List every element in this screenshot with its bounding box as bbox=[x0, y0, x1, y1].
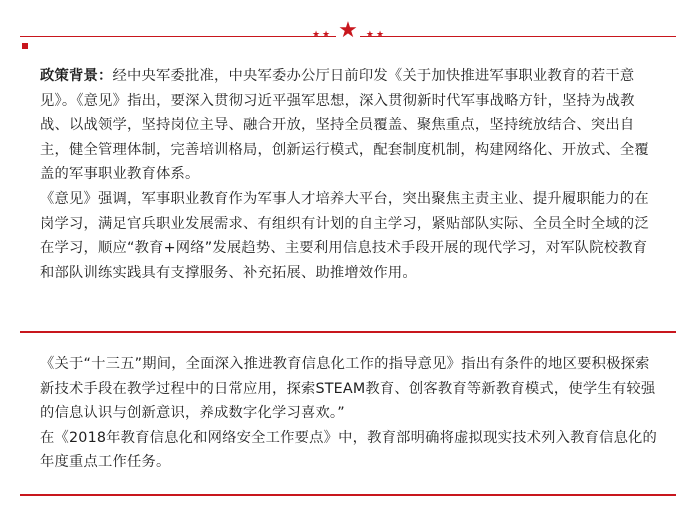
policy-label: 政策背景： bbox=[40, 68, 113, 84]
policy-background-section bbox=[40, 64, 658, 285]
big-star-icon: ★ bbox=[338, 18, 358, 43]
policy-paragraph-1 bbox=[40, 64, 658, 187]
policy-paragraph-1-text: 经中央军委批准，中央军委办公厅日前印发《关于加快推进军事职业教育的若干意见》。《意见》指出，要深入贯彻习近平强军思想，深入贯彻新时代军事战略方针，坚持为战教战、以战领学，坚持岗位主导、融合开放，坚持全员覆盖、聚焦重点，坚持统放结合、突出自主，健全管理体制，完善培训格局，创新运行模式，配套制度机制，构建网络化、开放式、全覆盖的军事职业教育体系。 bbox=[40, 68, 649, 183]
section-divider bbox=[20, 331, 676, 333]
education-policy-section bbox=[40, 352, 658, 475]
education-paragraph-1: 《关于“十三五”期间，全面深入推进教育信息化工作的指导意见》指出有条件的地区要积极探索新技术手段在教学过程中的日常应用，探索STEAM教育、创客教育等新教育模式，使学生有较强的信息认识与创新意识，养成数字化学习喜欢。” bbox=[40, 356, 656, 422]
education-paragraph-2: 在《2018年教育信息化和网络安全工作要点》中，教育部明确将虚拟现实技术列入教育信息化的年度重点工作任务。 bbox=[40, 429, 658, 471]
corner-square-icon bbox=[22, 43, 28, 49]
policy-paragraph-2: 《意见》强调，军事职业教育作为军事人才培养大平台，突出聚焦主责主业、提升履职能力的在岗学习，满足官兵职业发展需求、有组织有计划的自主学习，紧贴部队实际、全员全时全域的泛在学习，顺应“教育+网络”发展趋势、主要利用信息技术手段开展的现代学习，对军队院校教育和部队训练实践具有支撑服务、补充拓展、助推增效作用。 bbox=[40, 190, 649, 281]
small-star-icon: ★ bbox=[365, 30, 374, 40]
bottom-divider bbox=[20, 494, 676, 496]
small-star-icon: ★ bbox=[311, 30, 321, 40]
star-ornament bbox=[0, 18, 696, 42]
small-star-icon: ★ bbox=[322, 30, 331, 40]
small-star-icon: ★ bbox=[375, 30, 385, 40]
